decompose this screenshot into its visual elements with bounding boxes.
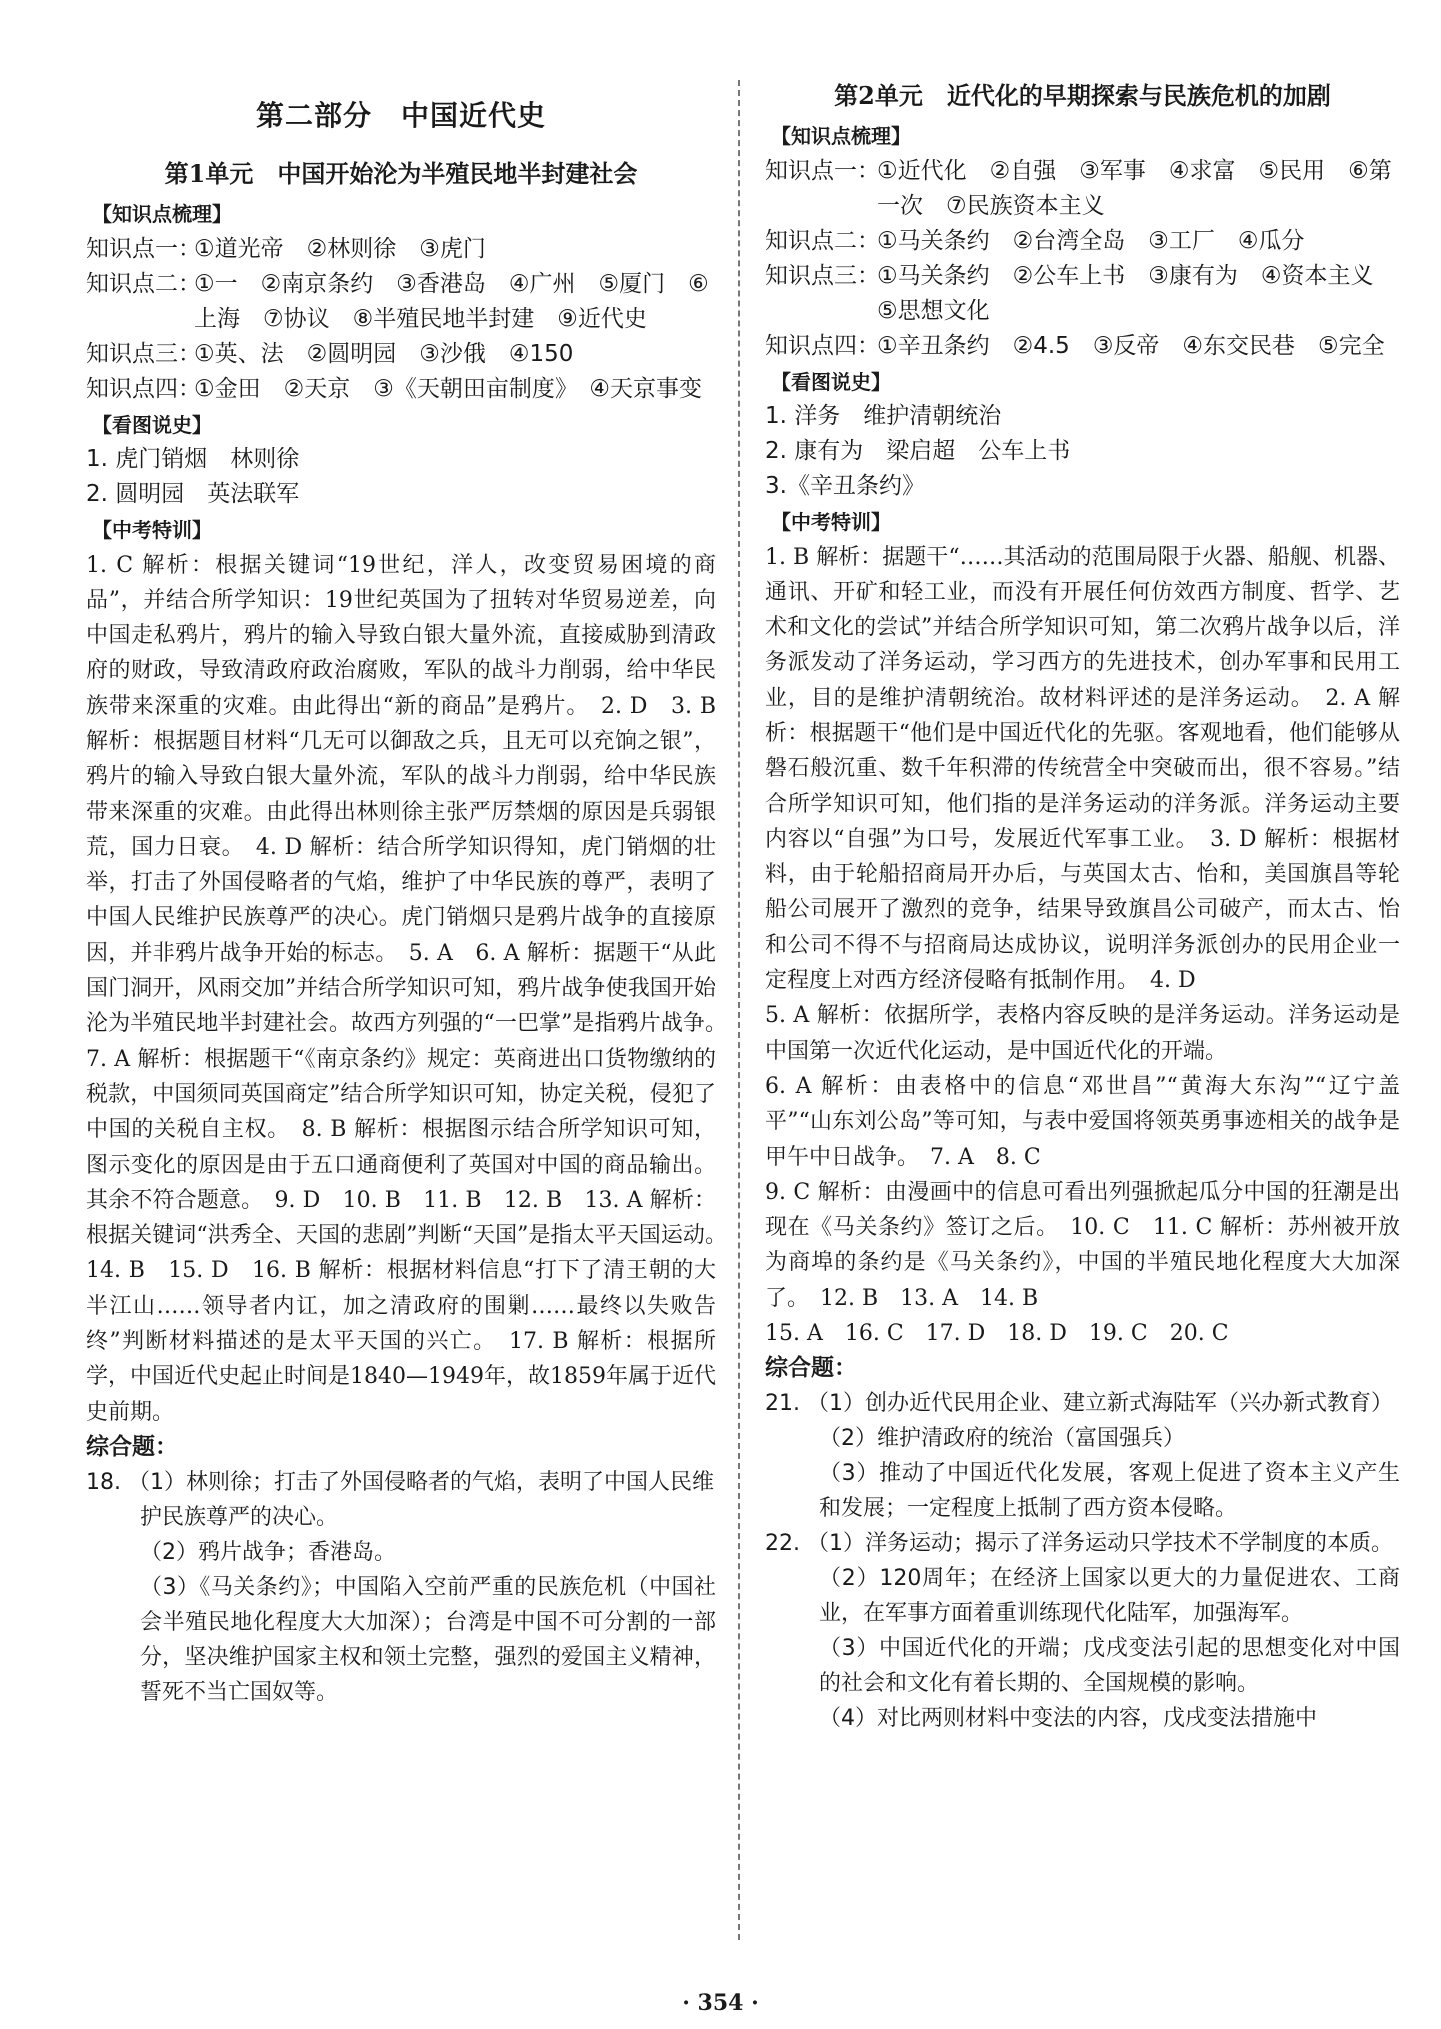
knowledge-point-text: ①辛丑条约 ②4.5 ③反帝 ④东交民巷 ⑤完全 (877, 332, 1385, 359)
exam-answers-line: 5. A 解析：依据所学，表格内容反映的是洋务运动。洋务运动是中国第一次近代化运动，是中国近代化的开端。 (765, 1003, 1400, 1064)
question-18: 18. （1）林则徐；打击了外国侵略者的气焰，表明了中国人民维护民族尊严的决心。 (86, 1469, 714, 1530)
comprehensive-label: 综合题： (86, 1433, 178, 1460)
knowledge-point (86, 337, 716, 372)
picture-answer: 2. 康有为 梁启超 公车上书 (765, 438, 1071, 464)
knowledge-point (765, 224, 1400, 259)
section-tag-knowledge: 【知识点梳理】 (771, 124, 911, 148)
question-22-sub: （3）中国近代化的开端；戊戌变法引起的思想变化对中国的社会和文化有着长期的、全国规模的影响。 (819, 1636, 1400, 1697)
knowledge-point-text: ①道光帝 ②林则徐 ③虎门 (194, 235, 486, 262)
column-divider (738, 80, 740, 1940)
question-18-sub: （2）鸦片战争；香港岛。 (140, 1539, 396, 1565)
question-21-sub: （2）维护清政府的统治（富国强兵） (819, 1426, 1185, 1452)
knowledge-point-text: ①金田 ②天京 ③《天朝田亩制度》 ④天京事变 (194, 375, 702, 402)
picture-answer: 3.《辛丑条约》 (765, 473, 925, 499)
question-22-sub: （4）对比两则材料中变法的内容，戊戌变法措施中 (819, 1706, 1317, 1732)
right-column (765, 78, 1400, 1736)
unit-1-title: 第1单元 中国开始沦为半殖民地半封建社会 (164, 159, 638, 188)
knowledge-point-label: 知识点三： (86, 340, 201, 367)
knowledge-point-text: ①一 ②南京条约 ③香港岛 ④广州 ⑤厦门 ⑥上海 ⑦协议 ⑧半殖民地半封建 ⑨近代史 (194, 270, 709, 332)
knowledge-point (765, 329, 1400, 364)
knowledge-point (86, 232, 716, 267)
knowledge-point-label: 知识点三： (765, 262, 880, 289)
knowledge-point (765, 259, 1400, 329)
knowledge-point-text: ①英、法 ②圆明园 ③沙俄 ④150 (194, 340, 574, 367)
section-tag-picture: 【看图说史】 (92, 412, 212, 437)
page-number: · 354 · (682, 1990, 759, 2016)
picture-answer: 1. 洋务 维护清朝统治 (765, 403, 1002, 429)
left-column (86, 82, 739, 1710)
question-18-sub: （3）《马关条约》；中国陷入空前严重的民族危机（中国社会半殖民地化程度大大加深）；台湾是中国不可分割的一部分，坚决维护国家主权和领土完整，强烈的爱国主义精神，誓死不当亡国奴等。 (140, 1574, 716, 1705)
knowledge-list (765, 154, 1400, 364)
picture-answer: 2. 圆明园 英法联军 (86, 481, 300, 507)
exam-answers-line: 15. A 16. C 17. D 18. D 19. C 20. C (765, 1321, 1229, 1347)
section-tag-exam: 【中考特训】 (92, 518, 212, 542)
knowledge-point-label: 知识点二： (765, 227, 880, 254)
question-21: 21. （1）创办近代民用企业、建立新式海陆军（兴办新式教育） (765, 1391, 1393, 1417)
question-22-sub: （2）120周年；在经济上国家以更大的力量促进农、工商业，在军事方面着重训练现代化陆军，加强海军。 (819, 1566, 1400, 1627)
section-tag-exam: 【中考特训】 (771, 510, 891, 534)
unit-2-title: 第2单元 近代化的早期探索与民族危机的加剧 (834, 81, 1331, 110)
knowledge-point-label: 知识点四： (86, 375, 201, 402)
knowledge-point (86, 267, 716, 337)
section-tag-knowledge: 【知识点梳理】 (92, 202, 232, 226)
exam-answers: 1. C 解析：根据关键词“19世纪，洋人，改变贸易困境的商品”，并结合所学知识：19世纪英国为了扭转对华贸易逆差，向中国走私鸦片，鸦片的输入导致白银大量外流，直接威胁到清政府的财政，导致清政府政治腐败，军队的战斗力削弱，给中华民族带来深重的灾难。由此得出“新的商品”是鸦片。 2. D 3. B 解析：根据题目材料“几无可以御敌之兵，且无可以充饷之银”，鸦片的输入导致白银大量外流，军队的战斗力削弱，给中华民族带来深重的灾难。由此得出林则徐主张严厉禁烟的原因是兵弱银荒，国力日衰。 4. D 解析：结合所学知识得知，虎门销烟的壮举，打击了外国侵略者的气焰，维护了中华民族的尊严，表明了中国人民维护民族尊严的决心。虎门销烟只是鸦片战争的直接原因，并非鸦片战争开始的标志。 5. A 6. A 解析：据题干“从此国门洞开，风雨交加”并结合所学知识可知，鸦片战争使我国开始沦为半殖民地半封建社会。故西方列强的“一巴掌”是指鸦片战争。 7. A 解析：根据题干“《南京条约》规定：英商进出口货物缴纳的税款，中国须同英国商定”结合所学知识可知，协定关税，侵犯了中国的关税自主权。 8. B 解析：根据图示结合所学知识可知，图示变化的原因是由于五口通商便利了英国对中国的商品输出。其余不符合题意。 9. D 10. B 11. B 12. B 13. A 解析：根据关键词“洪秀全、天国的悲剧”判断“天国”是指太平天国运动。 14. B 15. D 16. B 解析：根据材料信息“打下了清王朝的大半江山……领导者内讧，加之清政府的围剿……最终以失败告终”判断材料描述的是太平天国的兴亡。 17. B 解析：根据所学，中国近代史起止时间是1840—1949年，故1859年属于近代史前期。 (86, 552, 739, 1425)
comprehensive-label: 综合题： (765, 1355, 857, 1382)
question-22: 22. （1）洋务运动；揭示了洋务运动只学技术不学制度的本质。 (765, 1531, 1393, 1557)
knowledge-point-label: 知识点一： (86, 235, 201, 262)
knowledge-point (86, 372, 716, 407)
knowledge-point-text: ①近代化 ②自强 ③军事 ④求富 ⑤民用 ⑥第一次 ⑦民族资本主义 (877, 157, 1392, 219)
knowledge-point-label: 知识点二： (86, 270, 201, 297)
knowledge-list (86, 232, 716, 407)
knowledge-point-label: 知识点一： (765, 157, 880, 184)
knowledge-point-text: ①马关条约 ②台湾全岛 ③工厂 ④瓜分 (877, 227, 1305, 254)
exam-answers-line: 6. A 解析：由表格中的信息“邓世昌”“黄海大东沟”“辽宁盖平”“山东刘公岛”等可知，与表中爱国将领英勇事迹相关的战争是甲午中日战争。 7. A 8. C (765, 1073, 1400, 1170)
knowledge-point-text: ①马关条约 ②公车上书 ③康有为 ④资本主义 ⑤思想文化 (877, 262, 1397, 324)
section-tag-picture: 【看图说史】 (771, 369, 891, 394)
picture-answer: 1. 虎门销烟 林则徐 (86, 446, 300, 472)
exam-answers-line: 9. C 解析：由漫画中的信息可看出列强掀起瓜分中国的狂潮是出现在《马关条约》签订之后。 10. C 11. C 解析：苏州被开放为商埠的条约是《马关条约》，中国的半殖民地化程度大大加深了。 12. B 13. A 14. B (765, 1179, 1400, 1311)
knowledge-point-label: 知识点四： (765, 332, 880, 359)
exam-answers: 1. B 解析：据题干“……其活动的范围局限于火器、船舰、机器、通讯、开矿和轻工业，而没有开展任何仿效西方制度、哲学、艺术和文化的尝试”并结合所学知识可知，第二次鸦片战争以后，洋务派发动了洋务运动，学习西方的先进技术，创办军事和民用工业，目的是维护清朝统治。故材料评述的是洋务运动。 2. A 解析：根据题干“他们是中国近代化的先驱。客观地看，他们能够从磐石般沉重、数千年积滞的传统营全中突破而出，很不容易。”结合所学知识可知，他们指的是洋务运动的洋务派。洋务运动主要内容以“自强”为口号，发展近代军事工业。 3. D 解析：根据材料，由于轮船招商局开办后，与英国太古、怡和，美国旗昌等轮船公司展开了激烈的竞争，结果导致旗昌公司破产，而太古、怡和公司不得不与招商局达成协议，说明洋务派创办的民用企业一定程度上对西方经济侵略有抵制作用。 4. D (765, 544, 1400, 994)
question-21-sub: （3）推动了中国近代化发展，客观上促进了资本主义产生和发展；一定程度上抵制了西方资本侵略。 (819, 1461, 1400, 1522)
knowledge-point (765, 154, 1400, 224)
part-title: 第二部分 中国近代史 (255, 99, 546, 132)
